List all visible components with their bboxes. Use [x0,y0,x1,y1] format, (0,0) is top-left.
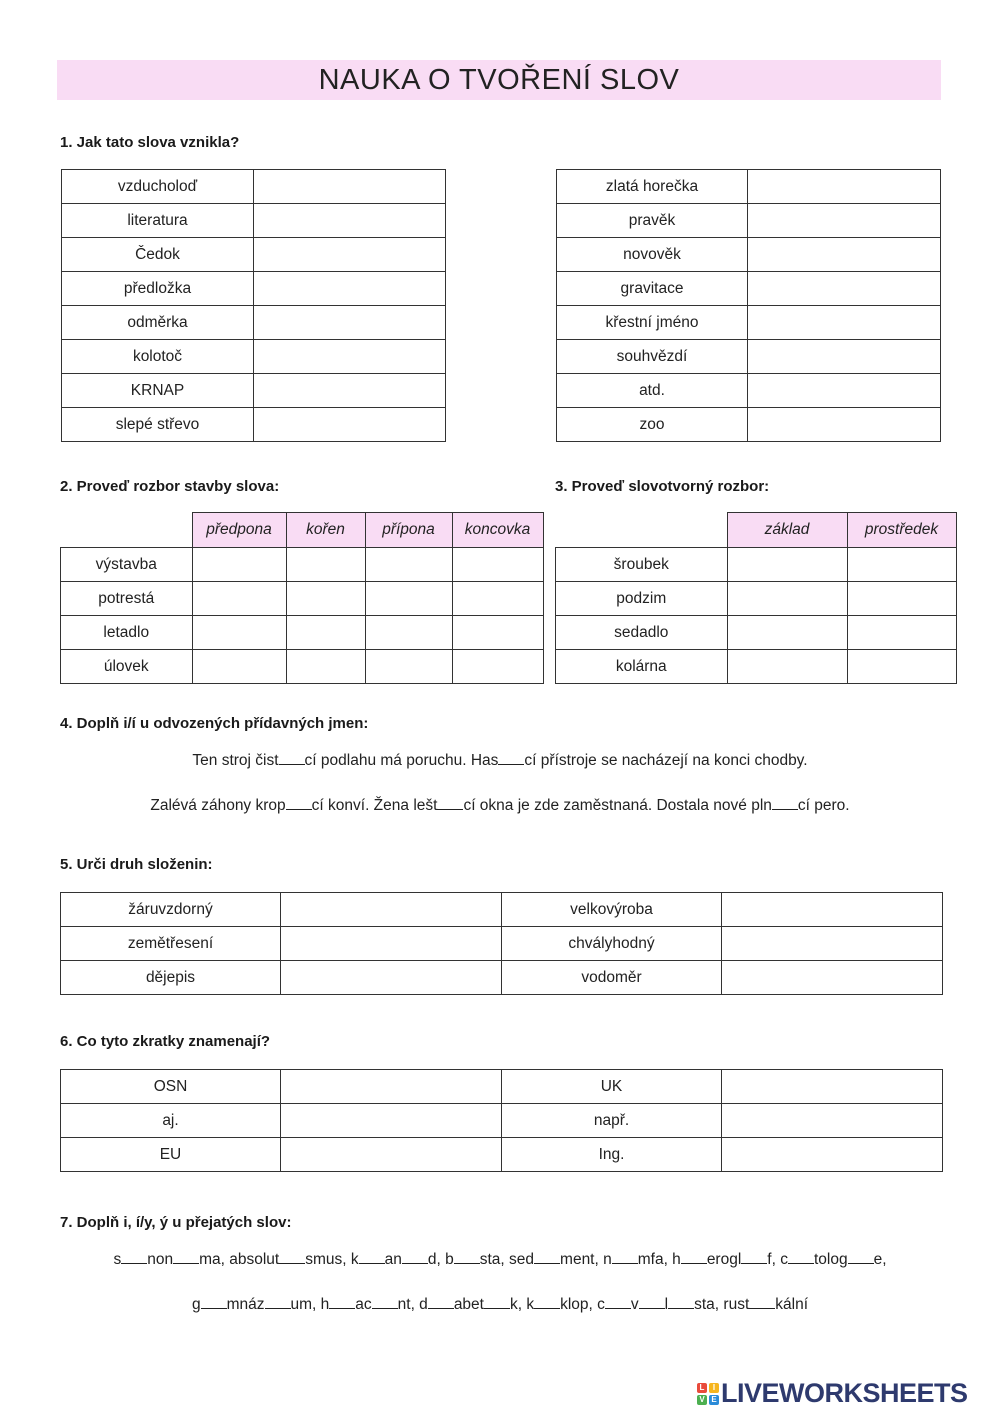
table-row [556,513,957,548]
table-row [61,548,544,582]
sentence-text: f, c [767,1251,788,1268]
word-cell: UK [502,1070,722,1104]
sentence-text: sta, sed [479,1251,535,1268]
section-1-heading: 1. Jak tato slova vznikla? [60,134,240,151]
answer-cell[interactable] [722,927,943,961]
answer-cell[interactable] [192,582,286,616]
fill-blank[interactable] [329,1296,355,1309]
answer-cell[interactable] [452,582,543,616]
table-row [62,238,446,272]
answer-cell[interactable] [281,1104,502,1138]
logo-icon [697,1383,719,1405]
table-row [557,272,941,306]
logo-letter: E [709,1395,719,1405]
answer-cell[interactable] [722,1138,943,1172]
word-cell: výstavba [61,548,193,582]
word-cell: vodoměr [502,961,722,995]
answer-cell[interactable] [727,548,847,582]
word-cell: podzim [556,582,728,616]
empty-corner [556,513,728,548]
sentence-text: tolog [813,1251,848,1268]
fill-blank[interactable] [484,1296,510,1309]
section-3-table [555,512,957,684]
logo-letter: V [697,1395,707,1405]
answer-cell[interactable] [254,238,446,272]
answer-cell[interactable] [452,616,543,650]
answer-cell[interactable] [748,204,941,238]
fill-blank[interactable] [402,1251,428,1264]
word-cell: šroubek [556,548,728,582]
word-cell: Čedok [62,238,254,272]
fill-blank[interactable] [498,752,524,765]
fill-blank[interactable] [668,1296,694,1309]
fill-blank[interactable] [741,1251,767,1264]
fill-blank[interactable] [454,1251,480,1264]
fill-blank[interactable] [788,1251,814,1264]
section-5-heading: 5. Urči druh složenin: [60,856,213,873]
answer-cell[interactable] [365,582,452,616]
word-cell: např. [502,1104,722,1138]
table-row [61,1104,943,1138]
table-row [62,408,446,442]
word-cell: zemětřesení [61,927,281,961]
table-row [557,238,941,272]
logo-letter: L [697,1383,707,1393]
section-2-table [60,512,544,684]
answer-cell[interactable] [452,650,543,684]
answer-cell[interactable] [365,650,452,684]
fill-blank[interactable] [534,1296,560,1309]
fill-blank[interactable] [749,1296,775,1309]
column-header: prostředek [847,513,956,548]
fill-blank[interactable] [359,1251,385,1264]
answer-cell[interactable] [281,1070,502,1104]
sentence-text: cí okna je zde zaměstnaná. Dostala nové pln [463,797,772,814]
column-header: předpona [192,513,286,548]
table-row [557,306,941,340]
answer-cell[interactable] [365,616,452,650]
answer-cell[interactable] [192,548,286,582]
sentence-text: l [664,1296,669,1313]
word-cell: křestní jméno [557,306,748,340]
word-cell: kolotoč [62,340,254,374]
fill-blank[interactable] [286,797,312,810]
fill-blank[interactable] [201,1296,227,1309]
fill-blank[interactable] [372,1296,398,1309]
fill-blank[interactable] [605,1296,631,1309]
word-cell: chvályhodný [502,927,722,961]
logo-letter: I [709,1383,719,1393]
sentence-text: abet [453,1296,484,1313]
empty-corner [61,513,193,548]
word-cell: slepé střevo [62,408,254,442]
answer-cell[interactable] [748,272,941,306]
word-cell: gravitace [557,272,748,306]
answer-cell[interactable] [192,650,286,684]
table-row [61,927,943,961]
word-cell: úlovek [61,650,193,684]
fill-blank[interactable] [428,1296,454,1309]
sentence-text: cí konví. Žena lešt [311,797,438,814]
sentence-text: sta, rust [694,1296,750,1313]
word-cell: kolárna [556,650,728,684]
answer-cell[interactable] [254,408,446,442]
word-cell: letadlo [61,616,193,650]
table-row [556,582,957,616]
sentence-text: an [384,1251,402,1268]
answer-cell[interactable] [254,170,446,204]
sentence-text: cí přístroje se nacházejí na konci chodby. [524,752,808,769]
fill-blank[interactable] [772,797,798,810]
column-header: kořen [286,513,365,548]
section-5-table [60,892,943,995]
column-header: základ [727,513,847,548]
table-row [62,170,446,204]
word-cell: zlatá horečka [557,170,748,204]
word-cell: velkovýroba [502,893,722,927]
answer-cell[interactable] [748,170,941,204]
fill-blank[interactable] [639,1296,665,1309]
table-row [62,272,446,306]
answer-cell[interactable] [254,272,446,306]
answer-cell[interactable] [286,616,365,650]
section-6-table [60,1069,943,1172]
table-row [61,893,943,927]
sentence-text: Ten stroj čist [192,752,279,769]
answer-cell[interactable] [748,408,941,442]
section-2-heading: 2. Proveď rozbor stavby slova: [60,478,280,495]
table-row [557,204,941,238]
answer-cell[interactable] [727,582,847,616]
section-1-right-table [556,169,941,442]
section-4-sentence-2 [0,797,1000,815]
answer-cell[interactable] [192,616,286,650]
answer-cell[interactable] [722,1104,943,1138]
answer-cell[interactable] [847,548,956,582]
word-cell: Ing. [502,1138,722,1172]
answer-cell[interactable] [254,306,446,340]
word-cell: aj. [61,1104,281,1138]
answer-cell[interactable] [722,893,943,927]
answer-cell[interactable] [281,961,502,995]
section-4-sentence-1 [0,752,1000,770]
answer-cell[interactable] [847,616,956,650]
answer-cell[interactable] [254,374,446,408]
word-cell: potrestá [61,582,193,616]
sentence-text: nt, d [397,1296,428,1313]
table-row [61,961,943,995]
fill-blank[interactable] [173,1251,199,1264]
answer-cell[interactable] [847,582,956,616]
word-cell: EU [61,1138,281,1172]
word-cell: sedadlo [556,616,728,650]
table-row [62,374,446,408]
sentence-text: d, b [427,1251,454,1268]
answer-cell[interactable] [281,893,502,927]
word-cell: žáruvzdorný [61,893,281,927]
table-row [557,374,941,408]
table-row [61,650,544,684]
table-row [556,650,957,684]
sentence-text: s [113,1251,122,1268]
table-row [557,170,941,204]
answer-cell[interactable] [847,650,956,684]
word-cell: OSN [61,1070,281,1104]
sentence-text: ment, n [560,1251,612,1268]
section-3-heading: 3. Proveď slovotvorný rozbor: [555,478,770,495]
word-cell: pravěk [557,204,748,238]
column-header: koncovka [452,513,543,548]
answer-cell[interactable] [748,238,941,272]
answer-cell[interactable] [748,306,941,340]
sentence-text: e, [873,1251,887,1268]
table-row [61,513,544,548]
section-4-heading: 4. Doplň i/í u odvozených přídavných jmen: [60,715,369,732]
word-cell: KRNAP [62,374,254,408]
table-row [61,1070,943,1104]
fill-blank[interactable] [612,1251,638,1264]
sentence-text: v [630,1296,639,1313]
section-1-left-table [61,169,446,442]
answer-cell[interactable] [286,548,365,582]
answer-cell[interactable] [254,204,446,238]
word-cell: odměrka [62,306,254,340]
sentence-text: ma, absolut [199,1251,280,1268]
word-cell: dějepis [61,961,281,995]
table-row [557,408,941,442]
answer-cell[interactable] [254,340,446,374]
answer-cell[interactable] [748,340,941,374]
answer-cell[interactable] [727,616,847,650]
sentence-text: erogl [706,1251,742,1268]
answer-cell[interactable] [722,961,943,995]
fill-blank[interactable] [279,1251,305,1264]
word-cell: novověk [557,238,748,272]
table-row [557,340,941,374]
table-row [61,616,544,650]
sentence-text: k, k [509,1296,535,1313]
section-7-line-2 [0,1296,1000,1314]
liveworksheets-logo [697,1378,968,1409]
sentence-text: smus, k [305,1251,359,1268]
answer-cell[interactable] [365,548,452,582]
fill-blank[interactable] [279,752,305,765]
fill-blank[interactable] [534,1251,560,1264]
fill-blank[interactable] [681,1251,707,1264]
table-row [62,204,446,238]
sentence-text: mfa, h [637,1251,681,1268]
sentence-text: cí pero. [797,797,850,814]
word-cell: zoo [557,408,748,442]
table-row [62,306,446,340]
answer-cell[interactable] [286,582,365,616]
fill-blank[interactable] [437,797,463,810]
answer-cell[interactable] [452,548,543,582]
answer-cell[interactable] [281,1138,502,1172]
word-cell: souhvězdí [557,340,748,374]
sentence-text: ac [355,1296,372,1313]
column-header: přípona [365,513,452,548]
table-row [61,1138,943,1172]
sentence-text: cí podlahu má poruchu. Has [304,752,499,769]
sentence-text: klop, c [560,1296,605,1313]
section-6-heading: 6. Co tyto zkratky znamenají? [60,1033,271,1050]
section-7-line-1 [0,1251,1000,1269]
sentence-text: non [147,1251,174,1268]
word-cell: atd. [557,374,748,408]
answer-cell[interactable] [748,374,941,408]
word-cell: předložka [62,272,254,306]
fill-blank[interactable] [121,1251,147,1264]
sentence-text: kální [775,1296,809,1313]
answer-cell[interactable] [281,927,502,961]
word-cell: literatura [62,204,254,238]
fill-blank[interactable] [848,1251,874,1264]
answer-cell[interactable] [722,1070,943,1104]
sentence-text: um, h [290,1296,330,1313]
page-title: NAUKA O TVOŘENÍ SLOV [318,63,680,96]
title-banner [57,60,941,100]
table-row [556,616,957,650]
sentence-text: Zalévá záhony krop [150,797,286,814]
table-row [61,582,544,616]
section-7-heading: 7. Doplň i, í/y, ý u přejatých slov: [60,1214,292,1231]
answer-cell[interactable] [286,650,365,684]
answer-cell[interactable] [727,650,847,684]
table-row [556,548,957,582]
logo-text: LIVEWORKSHEETS [721,1378,968,1408]
fill-blank[interactable] [265,1296,291,1309]
word-cell: vzducholoď [62,170,254,204]
sentence-text: g [191,1296,201,1313]
sentence-text: mnáz [226,1296,265,1313]
table-row [62,340,446,374]
